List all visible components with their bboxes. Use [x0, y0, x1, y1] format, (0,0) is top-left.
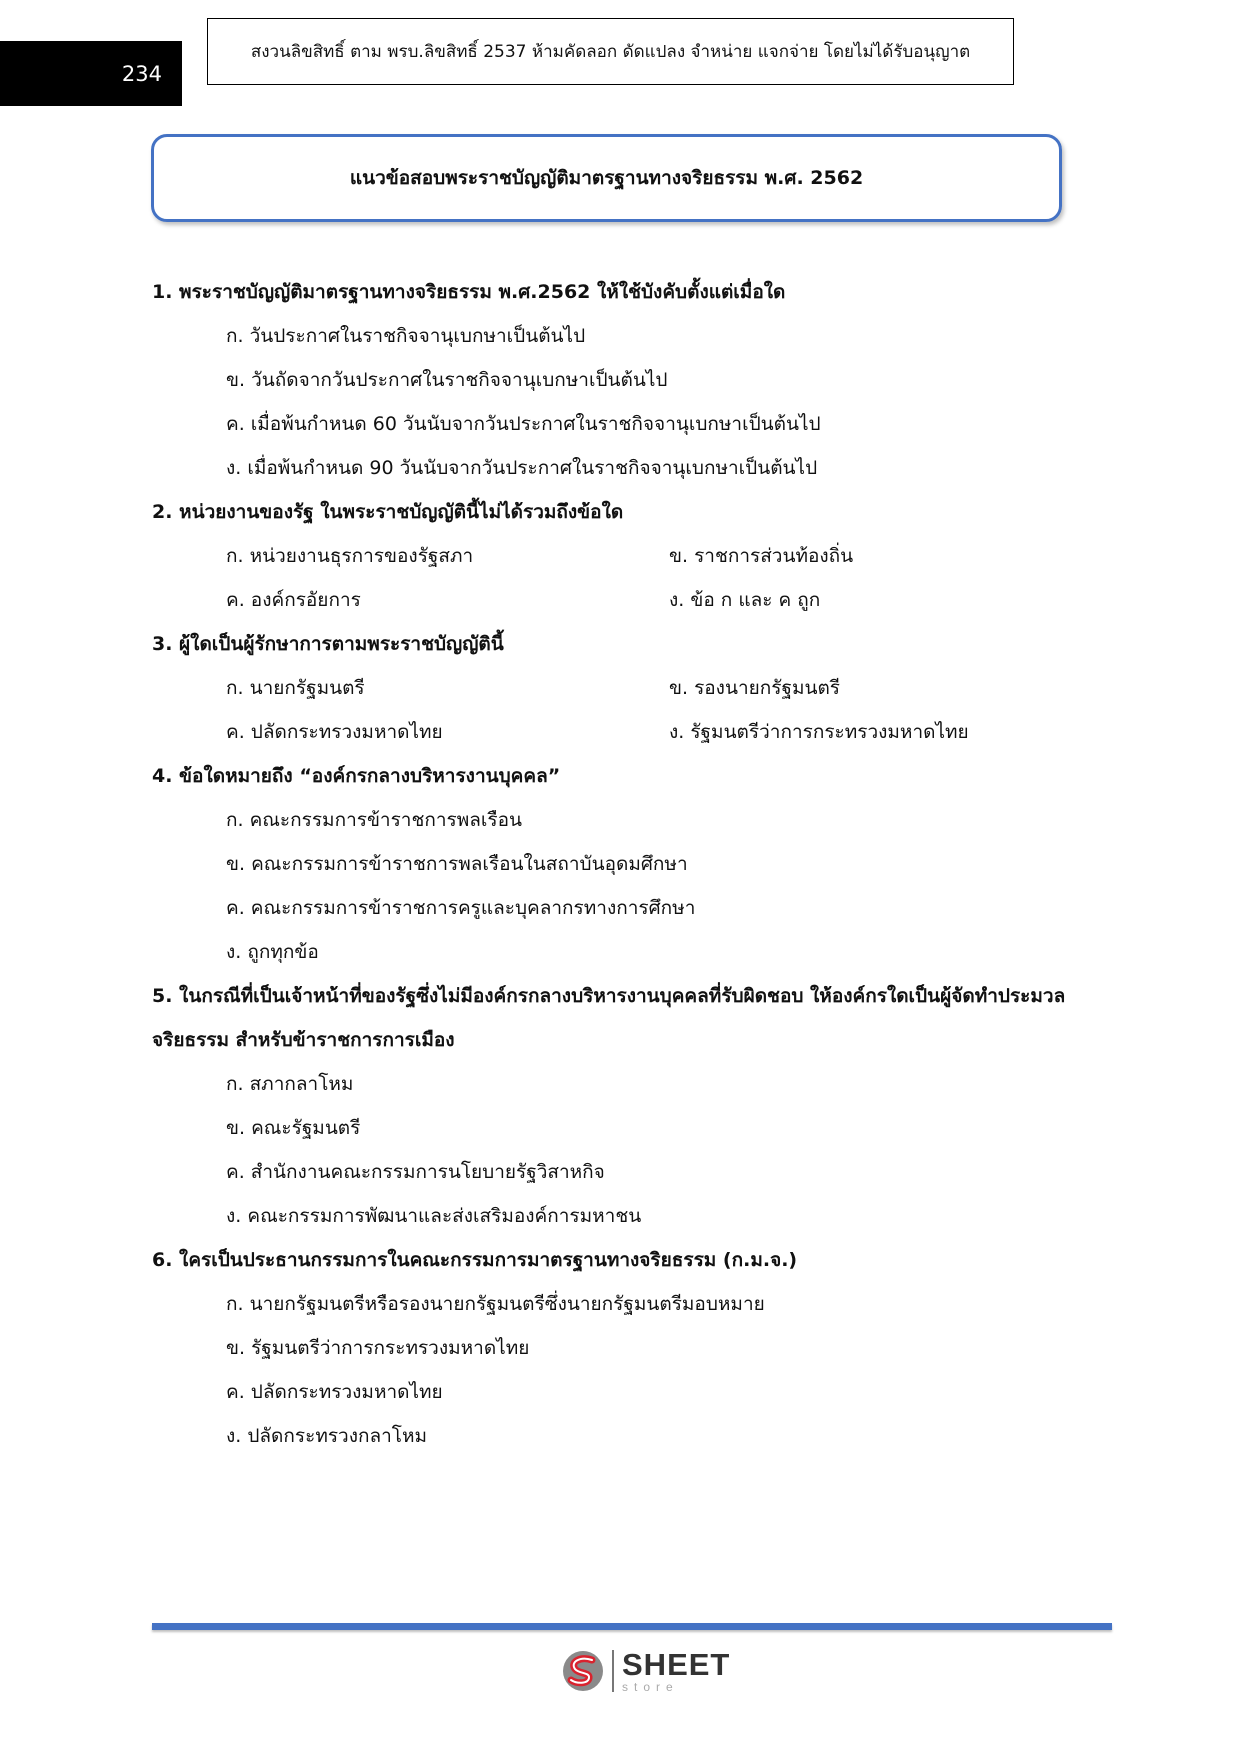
q6-option-a: ก. นายกรัฐมนตรีหรือรองนายกรัฐมนตรีซึ่งนายกรัฐมนตรีมอบหมาย	[226, 1293, 765, 1315]
question-3: 3. ผู้ใดเป็นผู้รักษาการตามพระราชบัญญัตินี้	[152, 633, 504, 655]
q6-option-c: ค. ปลัดกระทรวงมหาดไทย	[226, 1381, 443, 1403]
q3-option-b: ข. รองนายกรัฐมนตรี	[669, 677, 840, 699]
q4-option-d: ง. ถูกทุกข้อ	[226, 941, 319, 963]
q1-option-a: ก. วันประกาศในราชกิจจานุเบกษาเป็นต้นไป	[226, 325, 586, 347]
q1-option-c: ค. เมื่อพ้นกำหนด 60 วันนับจากวันประกาศในราชกิจจานุเบกษาเป็นต้นไป	[226, 413, 821, 435]
question-6: 6. ใครเป็นประธานกรรมการในคณะกรรมการมาตรฐานทางจริยธรรม (ก.ม.จ.)	[152, 1249, 798, 1271]
logo-wordmark	[622, 1649, 730, 1693]
question-2: 2. หน่วยงานของรัฐ ในพระราชบัญญัตินี้ไม่ได้รวมถึงข้อใด	[152, 501, 624, 523]
question-1: 1. พระราชบัญญัติมาตรฐานทางจริยธรรม พ.ศ.2562 ให้ใช้บังคับตั้งแต่เมื่อใด	[152, 281, 786, 303]
q4-option-a: ก. คณะกรรมการข้าราชการพลเรือน	[226, 809, 523, 831]
page-number: 234	[0, 41, 182, 106]
question-list	[152, 270, 1112, 1458]
q4-option-c: ค. คณะกรรมการข้าราชการครูและบุคลากรทางการศึกษา	[226, 897, 696, 919]
question-5: 5. ในกรณีที่เป็นเจ้าหน้าที่ของรัฐซึ่งไม่มีองค์กรกลางบริหารงานบุคคลที่รับผิดชอบ ให้องค์กรใดเป็นผู้จัดทำประมวลจริยธรรม สำหรับข้าราชการการเมือง	[152, 985, 1066, 1051]
sheet-store-logo	[560, 1648, 730, 1694]
q5-option-b: ข. คณะรัฐมนตรี	[226, 1117, 361, 1139]
q1-option-d: ง. เมื่อพ้นกำหนด 90 วันนับจากวันประกาศในราชกิจจานุเบกษาเป็นต้นไป	[226, 457, 818, 479]
question-4: 4. ข้อใดหมายถึง “องค์กรกลางบริหารงานบุคคล”	[152, 765, 561, 787]
q2-option-c: ค. องค์กรอัยการ	[226, 589, 361, 611]
q5-option-c: ค. สำนักงานคณะกรรมการนโยบายรัฐวิสาหกิจ	[226, 1161, 605, 1183]
q6-option-d: ง. ปลัดกระทรวงกลาโหม	[226, 1425, 428, 1447]
q2-option-row-2	[152, 578, 1112, 622]
q5-option-d: ง. คณะกรรมการพัฒนาและส่งเสริมองค์การมหาชน	[226, 1205, 642, 1227]
q3-option-d: ง. รัฐมนตรีว่าการกระทรวงมหาดไทย	[669, 721, 969, 743]
q2-option-b: ข. ราชการส่วนท้องถิ่น	[669, 545, 854, 567]
footer-divider	[152, 1623, 1112, 1630]
sheet-store-logo-icon	[560, 1648, 606, 1694]
q2-option-row-1	[152, 534, 1112, 578]
page-title: แนวข้อสอบพระราชบัญญัติมาตรฐานทางจริยธรรม พ.ศ. 2562	[151, 134, 1062, 222]
q3-option-row-1	[152, 666, 1112, 710]
q3-option-c: ค. ปลัดกระทรวงมหาดไทย	[226, 721, 443, 743]
q3-option-row-2	[152, 710, 1112, 754]
q1-option-b: ข. วันถัดจากวันประกาศในราชกิจจานุเบกษาเป็นต้นไป	[226, 369, 668, 391]
q2-option-a: ก. หน่วยงานธุรการของรัฐสภา	[226, 545, 474, 567]
logo-subword: store	[622, 1680, 679, 1694]
logo-divider	[612, 1650, 614, 1692]
q4-option-b: ข. คณะกรรมการข้าราชการพลเรือนในสถาบันอุดมศึกษา	[226, 853, 688, 875]
q6-option-b: ข. รัฐมนตรีว่าการกระทรวงมหาดไทย	[226, 1337, 530, 1359]
q3-option-a: ก. นายกรัฐมนตรี	[226, 677, 365, 699]
copyright-notice: สงวนลิขสิทธิ์ ตาม พรบ.ลิขสิทธิ์ 2537 ห้ามคัดลอก ดัดแปลง จำหน่าย แจกจ่าย โดยไม่ได้รับอนุญาต	[207, 18, 1014, 85]
logo-word: SHEET	[622, 1647, 731, 1682]
q5-option-a: ก. สภากลาโหม	[226, 1073, 354, 1095]
q2-option-d: ง. ข้อ ก และ ค ถูก	[669, 589, 821, 611]
